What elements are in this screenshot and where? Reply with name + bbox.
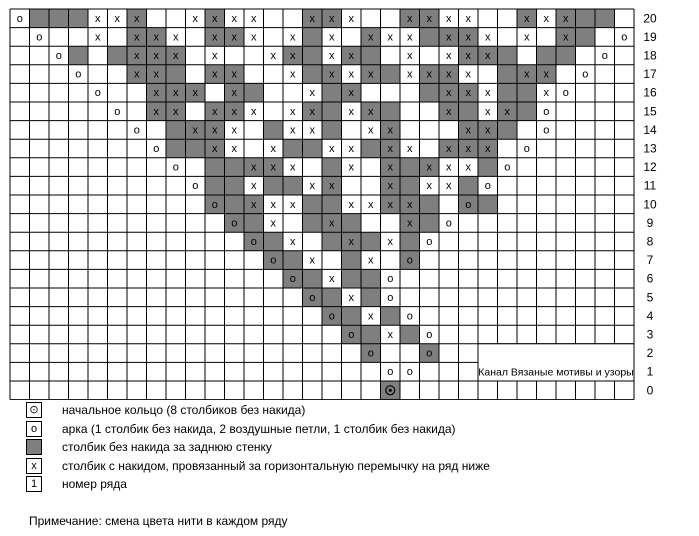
cross-symbol: x: [290, 50, 296, 62]
arch-symbol: o: [484, 180, 491, 193]
arch-symbol: o: [55, 50, 62, 62]
cross-symbol: x: [543, 12, 549, 25]
cross-symbol: x: [485, 87, 491, 100]
cross-symbol: x: [563, 31, 569, 44]
cross-symbol: x: [368, 124, 374, 137]
arch-symbol: o: [387, 291, 394, 304]
arch-symbol: o: [153, 143, 160, 155]
arch-symbol: o: [211, 198, 218, 211]
cross-symbol: x: [348, 198, 354, 211]
cross-symbol: x: [543, 68, 549, 81]
gray-cell: [498, 83, 518, 102]
cross-symbol: x: [134, 12, 140, 25]
cross-symbol: x: [212, 12, 218, 25]
arch-symbol: o: [523, 143, 530, 155]
gray-cell: [303, 46, 323, 65]
cross-symbol: x: [446, 105, 452, 118]
gray-cell: [400, 232, 420, 251]
cross-symbol: x: [173, 87, 179, 100]
gray-cell: [537, 46, 557, 65]
gray-cell: [303, 28, 323, 47]
gray-cell: [556, 46, 576, 65]
cross-symbol: x: [446, 180, 452, 193]
cross-symbol: x: [446, 161, 452, 174]
cross-symbol: x: [309, 124, 315, 137]
cross-symbol: x: [446, 87, 452, 100]
cross-symbol: x: [309, 180, 315, 193]
gray-cell: [478, 195, 498, 214]
ring-symbol-dot: [389, 389, 392, 392]
cross-symbol: x: [465, 68, 471, 81]
cross-symbol: x: [270, 217, 276, 230]
cross-symbol: x: [368, 105, 374, 118]
arch-symbol: o: [367, 347, 374, 360]
row-number-label: 10: [643, 197, 657, 212]
gray-cell: [225, 158, 245, 177]
cross-symbol: x: [270, 143, 276, 155]
cross-symbol: x: [329, 180, 335, 193]
cross-symbol: x: [173, 105, 179, 118]
row-number-label: 1: [646, 364, 654, 379]
cross-symbol: x: [329, 68, 335, 81]
watermark-text: Канал Вязаные мотивы и узоры: [478, 366, 634, 379]
row-number-label: 12: [643, 160, 657, 175]
gray-cell: [322, 83, 342, 102]
arch-symbol: o: [504, 161, 511, 174]
gray-cell: [342, 214, 362, 233]
row-number-label: 13: [643, 141, 657, 156]
cross-symbol: x: [524, 12, 530, 25]
gray-cell: [595, 9, 615, 28]
cross-symbol: x: [348, 12, 354, 25]
cross-symbol: x: [192, 87, 198, 100]
row-number-label: 4: [646, 308, 654, 323]
gray-cell: [361, 269, 381, 288]
row-number-label: 6: [646, 271, 654, 286]
gray-cell: [576, 28, 596, 47]
cross-symbol: x: [251, 12, 257, 25]
gray-cell: [303, 65, 323, 84]
gray-cell: [459, 102, 479, 121]
gray-cell: [322, 158, 342, 177]
cross-symbol: x: [465, 87, 471, 100]
ring-symbol-icon: ⊙: [26, 402, 42, 418]
cross-symbol: x: [504, 105, 510, 118]
legend-text-number: номер ряда: [62, 477, 127, 491]
legend-text-double: столбик с накидом, провязанный за горизонтальную перемычку на ряд ниже: [62, 458, 490, 473]
cross-symbol: x: [426, 180, 432, 193]
cross-symbol: x: [446, 31, 452, 44]
gray-cell: [420, 195, 440, 214]
cross-symbol: x: [407, 68, 413, 81]
cross-symbol: x: [348, 50, 354, 62]
arch-symbol: o: [406, 366, 413, 379]
cross-symbol: x: [329, 31, 335, 44]
cross-symbol: x: [231, 87, 237, 100]
cross-symbol: x: [212, 124, 218, 137]
gray-cell: [225, 176, 245, 195]
cross-symbol: x: [563, 12, 569, 25]
arch-symbol: o: [562, 87, 569, 100]
arch-symbol: o: [445, 217, 452, 230]
cross-symbol: x: [153, 31, 159, 44]
gray-cell: [459, 176, 479, 195]
gray-cell: [400, 176, 420, 195]
cross-symbol: x: [329, 12, 335, 25]
gray-cell: [576, 9, 596, 28]
gray-cell: [186, 139, 206, 158]
gray-cell: [69, 46, 89, 65]
gray-cell: [205, 158, 225, 177]
cross-symbol: x: [231, 124, 237, 137]
cross-symbol: x: [446, 143, 452, 155]
cross-symbol: x: [387, 124, 393, 137]
cross-symbol: x: [407, 217, 413, 230]
cross-symbol: x: [368, 254, 374, 267]
cross-symbol: x: [212, 68, 218, 81]
gray-cell: [166, 139, 186, 158]
arch-symbol: o: [582, 68, 589, 81]
arch-symbol-icon: о: [26, 421, 42, 437]
cross-symbol: x: [348, 291, 354, 304]
gray-cell: [478, 158, 498, 177]
arch-symbol: o: [309, 291, 316, 304]
cross-symbol: x: [95, 31, 101, 44]
cross-symbol: x: [153, 105, 159, 118]
cross-symbol: x: [231, 143, 237, 155]
cross-symbol: x: [309, 12, 315, 25]
arch-symbol: o: [231, 217, 238, 230]
arch-symbol: o: [270, 254, 277, 267]
gray-cell: [498, 121, 518, 140]
cross-symbol: x: [134, 68, 140, 81]
cross-symbol: x: [231, 68, 237, 81]
arch-symbol: o: [426, 236, 433, 248]
cross-symbol: x: [309, 87, 315, 100]
row-number-label: 14: [643, 122, 657, 137]
cross-symbol: x: [387, 198, 393, 211]
gray-cell: [303, 195, 323, 214]
gray-cell: [342, 269, 362, 288]
cross-symbol: x: [446, 12, 452, 25]
cross-symbol: x: [212, 143, 218, 155]
cross-symbol: x: [543, 87, 549, 100]
cross-symbol: x: [387, 329, 393, 341]
cross-symbol: x: [465, 12, 471, 25]
gray-cell: [30, 9, 50, 28]
cross-symbol: x: [465, 143, 471, 155]
gray-cell: [303, 139, 323, 158]
cross-symbol: x: [348, 87, 354, 100]
gray-cell: [225, 195, 245, 214]
arch-symbol: o: [426, 347, 433, 360]
gray-cell: [400, 158, 420, 177]
gray-cell: [322, 195, 342, 214]
cross-symbol: x: [329, 217, 335, 230]
gray-cell: [517, 83, 537, 102]
gray-cell: [322, 232, 342, 251]
cross-symbol: x: [348, 68, 354, 81]
arch-symbol: o: [133, 124, 140, 137]
cross-symbol: x: [407, 50, 413, 62]
cross-symbol: x: [387, 180, 393, 193]
cross-symbol: x: [387, 161, 393, 174]
gray-cell: [166, 121, 186, 140]
arch-symbol: o: [192, 180, 199, 193]
gray-cell: [166, 65, 186, 84]
gray-cell: [303, 269, 323, 288]
cross-symbol: x: [446, 50, 452, 62]
arch-symbol: o: [348, 329, 355, 341]
cross-symbol: x: [231, 105, 237, 118]
cross-symbol: x: [290, 31, 296, 44]
gray-cell: [283, 176, 303, 195]
cross-symbol: x: [348, 105, 354, 118]
cross-symbol: x: [329, 273, 335, 286]
gray-cell: [342, 307, 362, 326]
gray-cell: [264, 176, 284, 195]
cross-symbol: x: [465, 50, 471, 62]
arch-symbol: o: [250, 236, 257, 248]
cross-symbol: x: [368, 68, 374, 81]
gray-cell: [322, 121, 342, 140]
gray-cell: [322, 102, 342, 121]
gray-cell: [322, 288, 342, 307]
cross-symbol: x: [153, 68, 159, 81]
gray-cell: [400, 325, 420, 344]
cross-symbol: x: [426, 68, 432, 81]
cross-symbol: x: [192, 124, 198, 137]
cross-symbol: x: [387, 31, 393, 44]
arch-symbol: o: [543, 105, 550, 118]
gray-cell: [244, 214, 264, 233]
gray-cell: [361, 232, 381, 251]
arch-symbol: o: [387, 366, 394, 379]
gray-cell: [342, 251, 362, 270]
arch-symbol: o: [16, 12, 23, 25]
cross-symbol: x: [426, 161, 432, 174]
cross-symbol: x: [387, 236, 393, 248]
arch-symbol: o: [406, 310, 413, 323]
row-number-label: 20: [643, 11, 657, 26]
gray-cell: [283, 251, 303, 270]
cross-symbol: x: [134, 31, 140, 44]
arch-symbol: o: [543, 124, 550, 137]
cross-symbol: x: [426, 12, 432, 25]
arch-symbol: o: [36, 31, 43, 44]
gray-cell: [205, 176, 225, 195]
row-number-label: 16: [643, 85, 657, 100]
gray-cell: [69, 9, 89, 28]
cross-symbol: x: [251, 31, 257, 44]
legend-text-back-loop: столбик без накида за заднюю стенку: [62, 440, 272, 454]
row-number-label: 15: [643, 104, 657, 119]
cross-symbol: x: [465, 31, 471, 44]
cross-symbol: x: [368, 31, 374, 44]
cross-symbol-icon: х: [26, 458, 42, 474]
cross-symbol: x: [465, 124, 471, 137]
row-number-label: 11: [643, 178, 657, 193]
cross-symbol: x: [114, 12, 120, 25]
cross-symbol: x: [446, 68, 452, 81]
cross-symbol: x: [329, 50, 335, 62]
row-number-label: 18: [643, 48, 657, 63]
cross-symbol: x: [270, 198, 276, 211]
cross-symbol: x: [524, 68, 530, 81]
gray-cell: [381, 307, 401, 326]
cross-symbol: x: [309, 254, 315, 267]
arch-symbol: o: [387, 273, 394, 286]
row-number-label: 2: [646, 346, 654, 361]
cross-symbol: x: [173, 31, 179, 44]
cross-symbol: x: [485, 124, 491, 137]
row-number-symbol-icon: 1: [26, 476, 42, 492]
arch-symbol: o: [426, 329, 433, 341]
gray-cell: [264, 232, 284, 251]
cross-symbol: x: [348, 143, 354, 155]
arch-symbol: o: [75, 68, 82, 81]
arch-symbol: o: [406, 254, 413, 267]
cross-symbol: x: [407, 12, 413, 25]
arch-symbol: o: [465, 198, 472, 211]
cross-symbol: x: [251, 161, 257, 174]
arch-symbol: o: [328, 310, 335, 323]
row-number-label: 19: [643, 29, 657, 44]
gray-cell: [381, 102, 401, 121]
cross-symbol: x: [212, 105, 218, 118]
gray-cell: [361, 46, 381, 65]
arch-symbol: o: [114, 105, 121, 118]
cross-symbol: x: [134, 50, 140, 62]
legend-text-ring: начальное кольцо (8 столбиков без накида): [62, 403, 306, 417]
note-text: Примечание: смена цвета нити в каждом ряду: [29, 514, 288, 528]
cross-symbol: x: [290, 161, 296, 174]
row-number-label: 8: [646, 234, 654, 249]
cross-symbol: x: [348, 236, 354, 248]
row-number-label: 9: [646, 215, 654, 230]
row-number-label: 7: [646, 253, 654, 268]
gray-cell: [420, 28, 440, 47]
arch-symbol: o: [621, 31, 628, 44]
cross-symbol: x: [270, 50, 276, 62]
cross-symbol: x: [212, 31, 218, 44]
cross-symbol: x: [251, 198, 257, 211]
cross-symbol: x: [368, 198, 374, 211]
gray-cell-symbol-icon: [26, 439, 42, 455]
cross-symbol: x: [270, 161, 276, 174]
row-number-label: 5: [646, 290, 654, 305]
row-number-label: 17: [643, 67, 657, 82]
gray-cell: [361, 288, 381, 307]
gray-cell: [517, 102, 537, 121]
cross-symbol: x: [407, 198, 413, 211]
cross-symbol: x: [290, 236, 296, 248]
cross-symbol: x: [485, 105, 491, 118]
cross-symbol: x: [309, 105, 315, 118]
row-number-label: 3: [646, 327, 654, 342]
row-number-label: 0: [646, 383, 654, 398]
arch-symbol: o: [94, 87, 101, 100]
cross-symbol: x: [329, 143, 335, 155]
cross-symbol: x: [153, 50, 159, 62]
cross-symbol: x: [212, 50, 218, 62]
cross-symbol: x: [95, 12, 101, 25]
cross-symbol: x: [465, 161, 471, 174]
gray-cell: [361, 325, 381, 344]
cross-symbol: x: [407, 143, 413, 155]
cross-symbol: x: [231, 31, 237, 44]
cross-symbol: x: [348, 161, 354, 174]
gray-cell: [244, 83, 264, 102]
gray-cell: [264, 121, 284, 140]
arch-symbol: o: [172, 161, 179, 174]
arch-symbol: o: [289, 273, 296, 286]
cross-symbol: x: [153, 87, 159, 100]
cross-symbol: x: [387, 143, 393, 155]
legend-text-arch: арка (1 столбик без накида, 2 воздушные петли, 1 столбик без накида): [62, 421, 456, 436]
cross-symbol: x: [485, 50, 491, 62]
gray-cell: [303, 214, 323, 233]
gray-cell: [498, 65, 518, 84]
gray-cell: [381, 65, 401, 84]
cross-symbol: x: [524, 31, 530, 44]
cross-symbol: x: [368, 310, 374, 323]
cross-symbol: x: [290, 68, 296, 81]
gray-cell: [420, 214, 440, 233]
gray-cell: [498, 46, 518, 65]
cross-symbol: x: [173, 50, 179, 62]
cross-symbol: x: [485, 143, 491, 155]
gray-cell: [108, 46, 128, 65]
cross-symbol: x: [485, 31, 491, 44]
cross-symbol: x: [290, 198, 296, 211]
cross-symbol: x: [407, 31, 413, 44]
cross-symbol: x: [231, 12, 237, 25]
gray-cell: [361, 139, 381, 158]
cross-symbol: x: [251, 105, 257, 118]
gray-cell: [420, 83, 440, 102]
cross-symbol: x: [192, 12, 198, 25]
gray-cell: [283, 139, 303, 158]
arch-symbol: o: [601, 50, 608, 62]
cross-symbol: x: [290, 124, 296, 137]
cross-symbol: x: [251, 180, 257, 193]
cross-symbol: x: [290, 105, 296, 118]
gray-cell: [49, 9, 69, 28]
